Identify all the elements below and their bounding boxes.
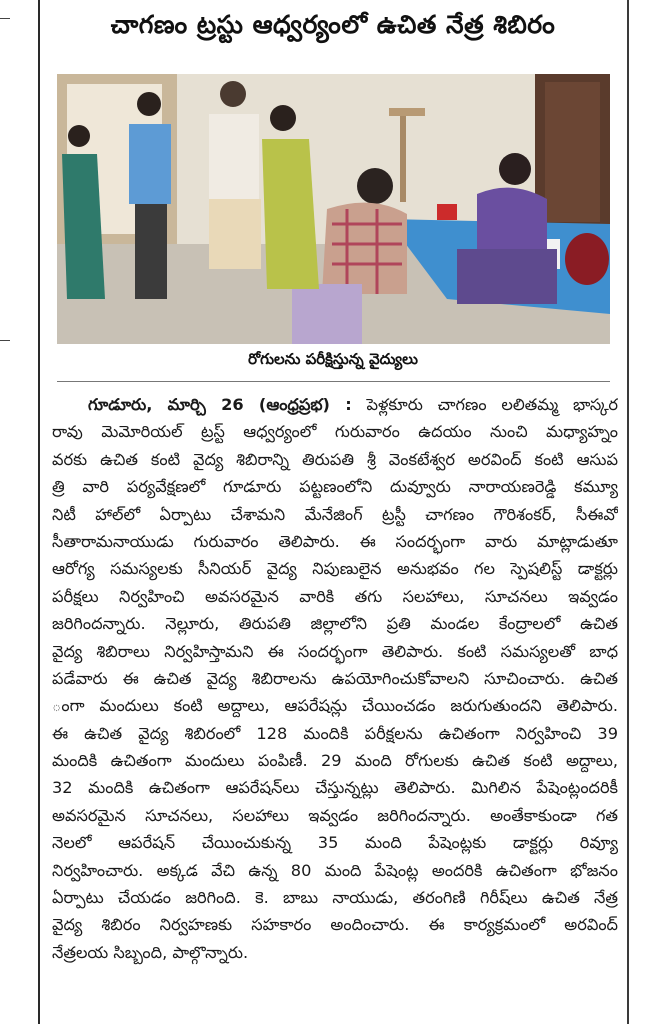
margin-tick (0, 340, 10, 341)
article-line: ంగా మందులు కంటి అద్దాలు, ఆపరేషన్లు చేయించడం జరుగుతుందని తెలిపారు. (52, 696, 618, 716)
page-border-right (627, 0, 629, 1024)
article-line: నిర్వహించారు. అక్కడ వేచి ఉన్న 80 మంది పేషెంట్ల అందరికి ఉచితంగా భోజనం (52, 860, 618, 880)
photo-eye-camp-scene-icon (57, 74, 610, 344)
article-line: 32 మందికి ఉచితంగా ఆపరేషన్‌లు చేస్తున్నట్లు తెలిపారు. మిగిలిన పేషెంట్లందరికీ (52, 778, 618, 798)
page-border-left (38, 0, 40, 1024)
article-line: త్రి వారి పర్యవేక్షణలో గూడూరు పట్టణంలోని దువ్వూరు నారాయణరెడ్డి కమ్యూ (52, 477, 618, 497)
article-line: వైద్య శిబిరం నిర్వహణకు సహకారం అందించారు. ఈ కార్యక్రమంలో అరవింద్ (52, 915, 618, 935)
article-body (52, 391, 618, 966)
article-text: పెళ్లకూరు చాగణం లలితమ్మ భాస్కర (366, 395, 618, 414)
article-line: జరిగిందన్నారు. నెల్లూరు, తిరుపతి జిల్లాలోని ప్రతి మండల కేంద్రాలలో ఉచిత (52, 614, 618, 634)
article-line: నెలలో ఆపరేషన్ చేయించుకున్న 35 మంది పేషెంట్లకు డాక్టర్లు రివ్యూ (52, 833, 618, 853)
margin-tick (0, 18, 10, 19)
article-line: పడేవారు ఈ ఉచిత వైద్య శిబిరాలను ఉపయోగించుకోవాలని సూచించారు. ఉచిత (52, 668, 618, 688)
news-photo (57, 74, 610, 344)
headline: చాగణం ట్రస్టు ఆధ్వర్యంలో ఉచిత నేత్ర శిబిరం (110, 10, 556, 39)
caption-divider (57, 381, 610, 382)
article-line: సీతారామనాయుడు గురువారం తెలిపారు. ఈ సందర్భంగా వారు మాట్లాడుతూ (52, 531, 618, 551)
article-line: నేత్రలయ సిబ్బంది, పాల్గొన్నారు. (52, 942, 249, 962)
article-line: వైద్య శిబిరాలు నిర్వహిస్తామని ఈ సందర్భంగా తెలిపారు. కంటి సమస్యలతో బాధ (52, 641, 618, 661)
article-line: పరీక్షలు నిర్వహించి అవసరమైన వారికి తగు సలహాలు, సూచనలు ఇవ్వడం (52, 586, 618, 606)
article-line: ఏర్పాటు చేయడం జరిగింది. కె. బాబు నాయుడు, తరంగిణి గిరీష్‌లు ఉచిత నేత్ర (52, 888, 618, 908)
article-line: ఆరోగ్య సమస్యలకు సీనియర్ వైద్య నిపుణులైన అనుభవం గల స్పెషలిస్ట్ డాక్టర్లు (52, 559, 618, 579)
article-line: ఈ ఉచిత వైద్య శిబిరంలో 128 మందికి పరీక్షలను ఉచితంగా నిర్వహించి 39 (52, 723, 618, 743)
article-line: నిటీ హాల్‌లో ఏర్పాటు చేశామని మేనేజింగ్ ట్రస్టీ చాగణం గౌరిశంకర్, సీఈవో (52, 504, 618, 524)
article-line: మందికి ఉచితంగా మందులు పంపిణీ. 29 మంది రోగులకు ఉచిత కంటి అద్దాలు, (52, 751, 618, 771)
article-line: వరకు ఉచిత కంటి వైద్య శిబిరాన్ని తిరుపతి శ్రీ వెంకటేశ్వర అరవింద్ కంటి ఆసుప (52, 449, 618, 469)
article-line (52, 391, 618, 418)
dateline: గూడూరు, మార్చి 26 (ఆంధ్రప్రభ) : (88, 395, 352, 414)
article-line: అవసరమైన సూచనలు, సలహాలు ఇవ్వడం జరిగిందన్నారు. అంతేకాకుండా గత (52, 805, 618, 825)
article-line: రావు మెమోరియల్ ట్రస్ట్ ఆధ్వర్యంలో గురువారం ఉదయం నుంచి మధ్యాహ్నం (52, 422, 618, 442)
photo-caption: రోగులను పరీక్షిస్తున్న వైద్యులు (248, 350, 418, 368)
